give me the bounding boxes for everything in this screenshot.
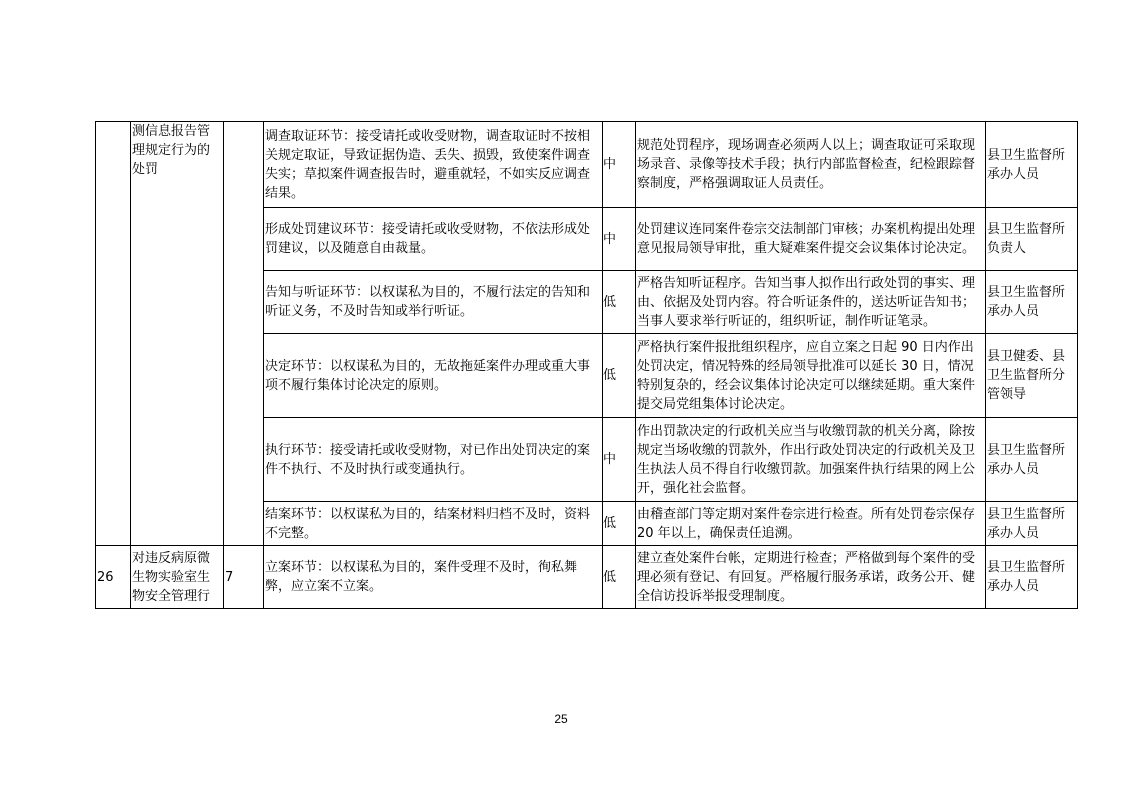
prevention-measures-cell: 由稽查部门等定期对案件卷宗进行检查。所有处罚卷宗保存 20 年以上，确保责任追溯。	[636, 502, 986, 546]
item-code-cell	[224, 122, 264, 546]
responsible-party-cell: 县卫生监督所负责人	[986, 208, 1078, 271]
page-number: 25	[554, 712, 568, 726]
risk-level-cell: 中	[603, 418, 636, 502]
risk-level-cell: 低	[603, 502, 636, 546]
risk-level-cell: 低	[603, 546, 636, 609]
risk-point-cell: 形成处罚建议环节：接受请托或收受财物，不依法形成处罚建议，以及随意自由裁量。	[264, 208, 603, 271]
prevention-measures-cell: 建立查处案件台帐，定期进行检查；严格做到每个案件的受理必须有登记、有回复。严格履行服务承诺，政务公开、健全信访投诉举报受理制度。	[636, 546, 986, 609]
item-name-cell: 对违反病原微生物实验室生物安全管理行	[131, 546, 224, 609]
responsible-party-cell: 县卫生监督所承办人员	[986, 271, 1078, 334]
item-code-cell: 7	[224, 546, 264, 609]
table-row	[96, 546, 1078, 609]
risk-point-cell: 决定环节：以权谋私为目的，无故拖延案件办理或重大事项不履行集体讨论决定的原则。	[264, 334, 603, 418]
risk-point-cell: 结案环节：以权谋私为目的，结案材料归档不及时，资料不完整。	[264, 502, 603, 546]
responsible-party-cell: 县卫健委、县卫生监督所分管领导	[986, 334, 1078, 418]
prevention-measures-cell: 严格执行案件报批组织程序，应自立案之日起 90 日内作出处罚决定，情况特殊的经局领导批准可以延长 30 日，情况特别复杂的，经会议集体讨论决定可以继续延期。重大案件提交局党组集体讨论决定。	[636, 334, 986, 418]
prevention-measures-cell: 严格告知听证程序。告知当事人拟作出行政处罚的事实、理由、依据及处罚内容。符合听证条件的，送达听证告知书；当事人要求举行听证的，组织听证，制作听证笔录。	[636, 271, 986, 334]
risk-table	[95, 121, 1078, 609]
risk-point-cell: 告知与听证环节：以权谋私为目的，不履行法定的告知和听证义务，不及时告知或举行听证。	[264, 271, 603, 334]
prevention-measures-cell: 处罚建议连同案件卷宗交法制部门审核；办案机构提出处理意见报局领导审批，重大疑难案件提交会议集体讨论决定。	[636, 208, 986, 271]
responsible-party-cell: 县卫生监督所承办人员	[986, 502, 1078, 546]
risk-point-cell: 调查取证环节：接受请托或收受财物，调查取证时不按相关规定取证，导致证据伪造、丢失、损毁，致使案件调查失实；草拟案件调查报告时，避重就轻，不如实反应调查结果。	[264, 122, 603, 208]
item-number-cell: 26	[96, 546, 131, 609]
responsible-party-cell: 县卫生监督所承办人员	[986, 418, 1078, 502]
responsible-party-cell: 县卫生监督所承办人员	[986, 122, 1078, 208]
prevention-measures-cell: 规范处罚程序，现场调查必须两人以上；调查取证可采取现场录音、录像等技术手段；执行内部监督检查，纪检跟踪督察制度，严格强调取证人员责任。	[636, 122, 986, 208]
risk-level-cell: 低	[603, 334, 636, 418]
risk-level-cell: 中	[603, 208, 636, 271]
responsible-party-cell: 县卫生监督所承办人员	[986, 546, 1078, 609]
risk-level-cell: 低	[603, 271, 636, 334]
risk-point-cell: 立案环节：以权谋私为目的，案件受理不及时，徇私舞弊，应立案不立案。	[264, 546, 603, 609]
item-name-cell: 测信息报告管理规定行为的处罚	[131, 122, 224, 546]
risk-point-cell: 执行环节：接受请托或收受财物，对已作出处罚决定的案件不执行、不及时执行或变通执行。	[264, 418, 603, 502]
prevention-measures-cell: 作出罚款决定的行政机关应当与收缴罚款的机关分离，除按规定当场收缴的罚款外，作出行政处罚决定的行政机关及卫生执法人员不得自行收缴罚款。加强案件执行结果的网上公开，强化社会监督。	[636, 418, 986, 502]
item-number-cell	[96, 122, 131, 546]
risk-level-cell: 中	[603, 122, 636, 208]
table-row	[96, 122, 1078, 208]
